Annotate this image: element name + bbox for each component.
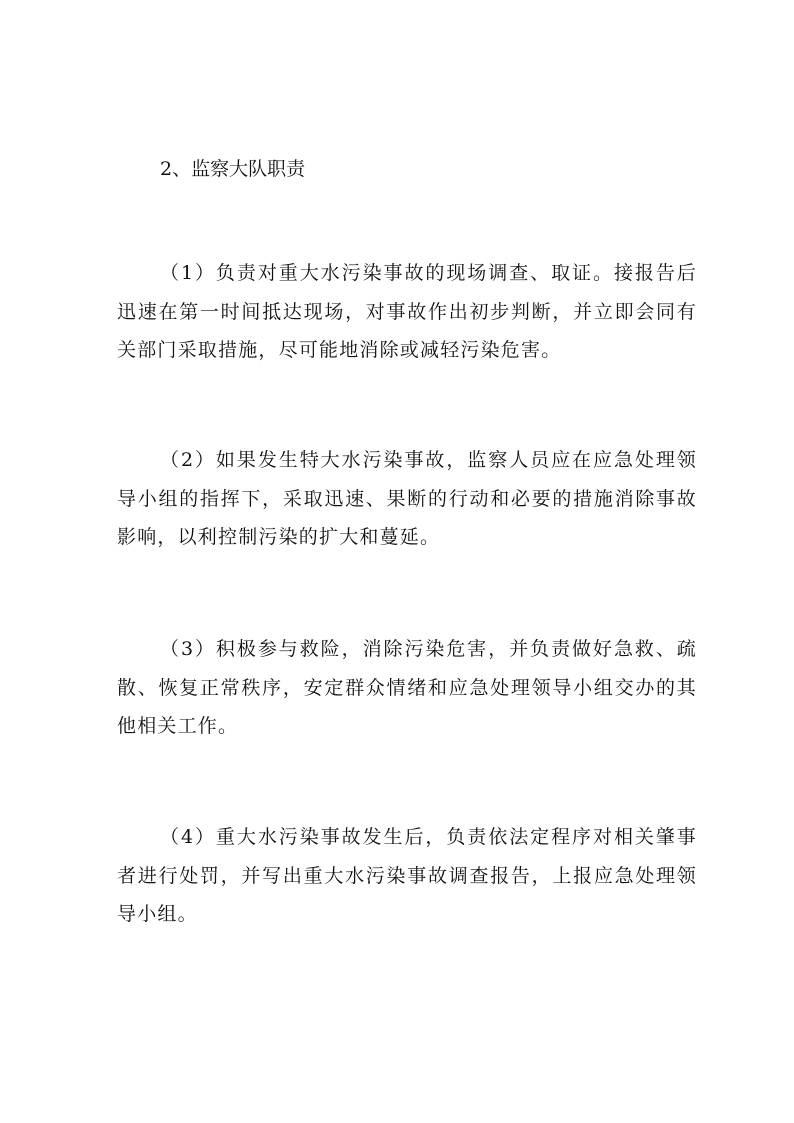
paragraph-3: （3）积极参与救险，消除污染危害，并负责做好急救、疏散、恢复正常秩序，安定群众情绪和应急处理领导小组交办的其他相关工作。	[117, 638, 697, 737]
paragraph-4: （4）重大水污染事故发生后，负责依法定程序对相关肇事者进行处罚，并写出重大水污染事故调查报告，上报应急处理领导小组。	[117, 826, 697, 925]
section-heading: 2、监察大队职责	[160, 158, 306, 180]
paragraph-2: （2）如果发生特大水污染事故，监察人员应在应急处理领导小组的指挥下，采取迅速、果断的行动和必要的措施消除事故影响，以利控制污染的扩大和蔓延。	[117, 449, 697, 548]
paragraph-1: （1）负责对重大水污染事故的现场调查、取证。接报告后迅速在第一时间抵达现场，对事故作出初步判断，并立即会同有关部门采取措施，尽可能地消除或减轻污染危害。	[117, 262, 697, 361]
